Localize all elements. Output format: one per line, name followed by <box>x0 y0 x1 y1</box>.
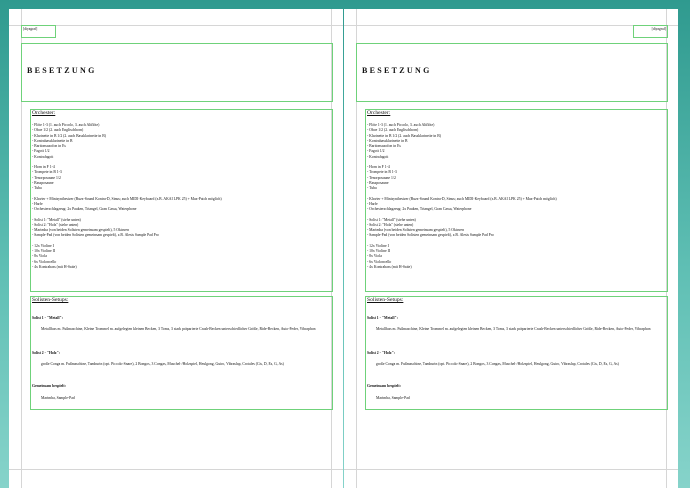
orchester-line: - 8x Viola <box>367 254 382 259</box>
orchester-line: - 10x Violine II <box>367 249 391 253</box>
orchester-line: - Fagott 1/2 <box>367 149 385 154</box>
gemeinsam-text: Marimba, Sample-Pad <box>41 396 75 400</box>
header-tag-frame[interactable] <box>21 25 56 38</box>
orchester-heading: Orchester: <box>367 110 391 116</box>
orchester-line: - Tuba <box>32 186 42 190</box>
orchester-line: - Marimba (von beiden Solisten gemeinsam gespielt), 5 Oktaven <box>32 228 129 232</box>
orchester-line: - 4x Kontrabass (mit H-Saite) <box>32 264 77 269</box>
orchester-line: - Tenorposaune 1/2 <box>32 175 61 180</box>
orchester-line: - Tuba <box>367 186 377 190</box>
orchester-line: - Trompete in B 1-3 <box>367 170 397 175</box>
page-title: BESETZUNG <box>362 66 432 75</box>
orchester-line: - Klarinette in B 1/2 (2. auch Bassklarinette in B) <box>32 133 106 138</box>
solisten-frame[interactable] <box>365 296 668 410</box>
orchester-line: - Solist 1: "Metall" (siehe unten) <box>367 217 416 222</box>
orchester-line: - Oboe 1/2 (2. auch Englischhorn) <box>32 128 84 133</box>
orchester-line: - Bassposaune <box>367 180 389 185</box>
orchester-line: - Harfe <box>367 201 378 206</box>
solist1-label: Solist 1 - "Metall": <box>367 316 398 320</box>
orchester-line: - Baritonsaxofon in Es <box>32 144 66 148</box>
orchester-frame[interactable] <box>30 109 333 292</box>
orchester-line: - Flöte 1-3 (1. auch Piccolo, 3. auch Altflöte) <box>32 123 100 127</box>
orchester-heading: Orchester: <box>32 110 56 116</box>
title-frame[interactable] <box>21 43 333 102</box>
orchester-line: - Solist 2: "Holz" (siehe unten) <box>32 222 79 227</box>
orchester-line: - Orchesterschlagzeug: 2x Pauken, Triangel, Gran Cassa, Waterphone <box>32 207 137 211</box>
orchester-line: - Sample-Pad (von beiden Solisten gemeinsam gespielt), z.B. Alesis Sample Pad Pro <box>32 233 159 238</box>
solist2-text: große Conga m. Fußmaschine, Tamburin (opt. Piccolo-Snare), 2 Bongos, 3 Congas, Muschel-/Holzspiel, Heulgong, Guiro, Vibraslap, Crotales (Cis, D, Es, G, As) <box>376 362 619 366</box>
margin-guide <box>344 469 678 470</box>
orchester-line: - Harfe <box>32 201 43 206</box>
gemeinsam-label: Gemeinsam bespielt: <box>32 384 66 388</box>
margin-guide <box>9 469 343 470</box>
orchester-line: - Horn in F 1-4 <box>32 165 55 169</box>
gemeinsam-text: Marimba, Sample-Pad <box>376 396 410 400</box>
orchester-line: - Solist 1: "Metall" (siehe unten) <box>32 217 81 222</box>
solisten-heading: Solisten-Setups: <box>367 297 404 303</box>
orchester-list <box>32 123 222 270</box>
document-page-right <box>344 9 678 488</box>
header-tag-text: [diyagraf] <box>23 27 38 31</box>
orchester-line: - Kontrabassklarinette in B <box>367 138 408 143</box>
orchester-line: - 6x Violoncello <box>32 259 57 264</box>
orchester-line: - Solist 2: "Holz" (siehe unten) <box>367 222 414 227</box>
solist2-text: große Conga m. Fußmaschine, Tamburin (opt. Piccolo-Snare), 2 Bongos, 3 Congas, Muschel-/Holzspiel, Heulgong, Guiro, Vibraslap, Crotales (Cis, D, Es, G, As) <box>41 362 284 366</box>
orchester-line: - Klavier + Minisynthesizer (Buzz-Sound Kontra-D, Sinus; auch MIDI-Keyboard (z.B. AKAI LPK 25) + Max-Patch möglich) <box>367 196 557 201</box>
orchester-line: - Kontrafagott <box>367 154 389 159</box>
margin-guide <box>344 25 678 26</box>
orchester-list <box>367 123 557 270</box>
solisten-frame[interactable] <box>30 296 333 410</box>
header-tag-text: [diyagraf] <box>651 27 666 31</box>
orchester-line: - Oboe 1/2 (2. auch Englischhorn) <box>367 128 419 133</box>
orchester-line: - 12x Violine I <box>367 243 389 248</box>
orchester-line: - Baritonsaxofon in Es <box>367 144 401 148</box>
orchester-line: - Fagott 1/2 <box>32 149 50 154</box>
orchester-line: - 10x Violine II <box>32 249 56 253</box>
solist2-label: Solist 2 - "Holz": <box>32 351 60 355</box>
orchester-line: - Klavier + Minisynthesizer (Buzz-Sound Kontra-D, Sinus; auch MIDI-Keyboard (z.B. AKAI LPK 25) + Max-Patch möglich) <box>32 196 222 201</box>
orchester-frame[interactable] <box>365 109 668 292</box>
orchester-line: - Sample-Pad (von beiden Solisten gemeinsam gespielt), z.B. Alesis Sample Pad Pro <box>367 233 494 238</box>
orchester-line: - 12x Violine I <box>32 243 54 248</box>
orchester-line: - Kontrafagott <box>32 154 54 159</box>
orchester-line: - Trompete in B 1-3 <box>32 170 62 175</box>
solist1-text: Metallfass m. Fußmaschine, Kleine Trommel m. aufgelegten kleinen Becken, 3 Toms, 3 stark präparierte Crash-Becken unterschiedlicher Größe, Ride-Becken, Auto-Feder, Vibraphon <box>376 327 651 331</box>
orchester-line: - Flöte 1-3 (1. auch Piccolo, 3. auch Altflöte) <box>367 123 435 127</box>
orchester-line: - 6x Violoncello <box>367 259 392 264</box>
orchester-line: - Klarinette in B 1/2 (2. auch Bassklarinette in B) <box>367 133 441 138</box>
orchester-line: - Bassposaune <box>32 180 54 185</box>
solist1-label: Solist 1 - "Metall": <box>32 316 63 320</box>
orchester-line: - Horn in F 1-4 <box>367 165 390 169</box>
orchester-line: - Kontrabassklarinette in B <box>32 138 73 143</box>
orchester-line: - Orchesterschlagzeug: 2x Pauken, Triangel, Gran Cassa, Waterphone <box>367 207 472 211</box>
orchester-line: - 8x Viola <box>32 254 47 259</box>
page-title: BESETZUNG <box>27 66 97 75</box>
header-tag-frame[interactable] <box>633 25 668 38</box>
margin-guide <box>9 25 343 26</box>
orchester-line: - Tenorposaune 1/2 <box>367 175 396 180</box>
orchester-line: - 4x Kontrabass (mit H-Saite) <box>367 264 412 269</box>
title-frame[interactable] <box>356 43 668 102</box>
solist2-label: Solist 2 - "Holz": <box>367 351 395 355</box>
document-page-left <box>9 9 343 488</box>
gemeinsam-label: Gemeinsam bespielt: <box>367 384 401 388</box>
solist1-text: Metallfass m. Fußmaschine, Kleine Trommel m. aufgelegten kleinen Becken, 3 Toms, 3 stark präparierte Crash-Becken unterschiedlicher Größe, Ride-Becken, Auto-Feder, Vibraphon <box>41 327 316 331</box>
solisten-heading: Solisten-Setups: <box>32 297 69 303</box>
orchester-line: - Marimba (von beiden Solisten gemeinsam gespielt), 5 Oktaven <box>367 228 464 232</box>
